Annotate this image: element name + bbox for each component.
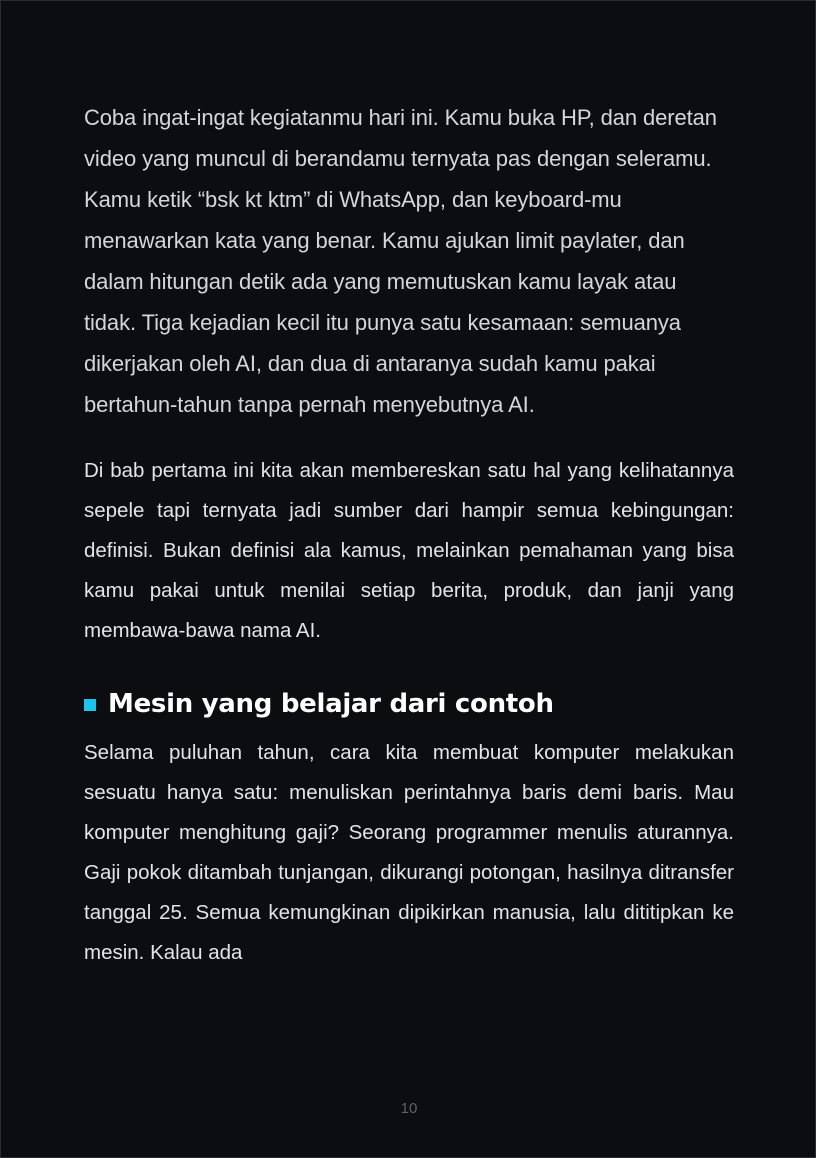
section-title: Mesin yang belajar dari contoh	[108, 689, 554, 719]
definition-paragraph: Di bab pertama ini kita akan membereskan satu hal yang kelihatannya sepele tapi ternyata jadi sumber dari hampir semua kebingungan: definisi. Bukan definisi ala kamus, melainkan pemahaman yang bisa kamu pakai untuk menilai setiap berita, produk, dan janji yang membawa-bawa nama AI.	[84, 459, 734, 642]
section-heading	[84, 687, 734, 721]
square-bullet-icon	[84, 699, 96, 711]
intro-paragraph: Coba ingat-ingat kegiatanmu hari ini. Kamu buka HP, dan deretan video yang muncul di berandamu ternyata pas dengan seleramu. Kamu ketik “bsk kt ktm” di WhatsApp, dan keyboard-mu menawarkan kata yang benar. Kamu ajukan limit paylater, dan dalam hitungan detik ada yang memutuskan kamu layak atau tidak. Tiga kejadian kecil itu punya satu kesamaan: semuanya dikerjakan oleh AI, dan dua di antaranya sudah kamu pakai bertahun-tahun tanpa pernah menyebutnya AI.	[84, 105, 717, 417]
section-paragraph: Selama puluhan tahun, cara kita membuat komputer melakukan sesuatu hanya satu: menuliskan perintahnya baris demi baris. Mau komputer menghitung gaji? Seorang programmer menulis aturannya. Gaji pokok ditambah tunjangan, dikurangi potongan, hasilnya ditransfer tanggal 25. Semua kemungkinan dipikirkan manusia, lalu dititipkan ke mesin. Kalau ada	[84, 741, 734, 964]
page-content	[84, 97, 734, 973]
page-number: 10	[400, 1100, 418, 1117]
